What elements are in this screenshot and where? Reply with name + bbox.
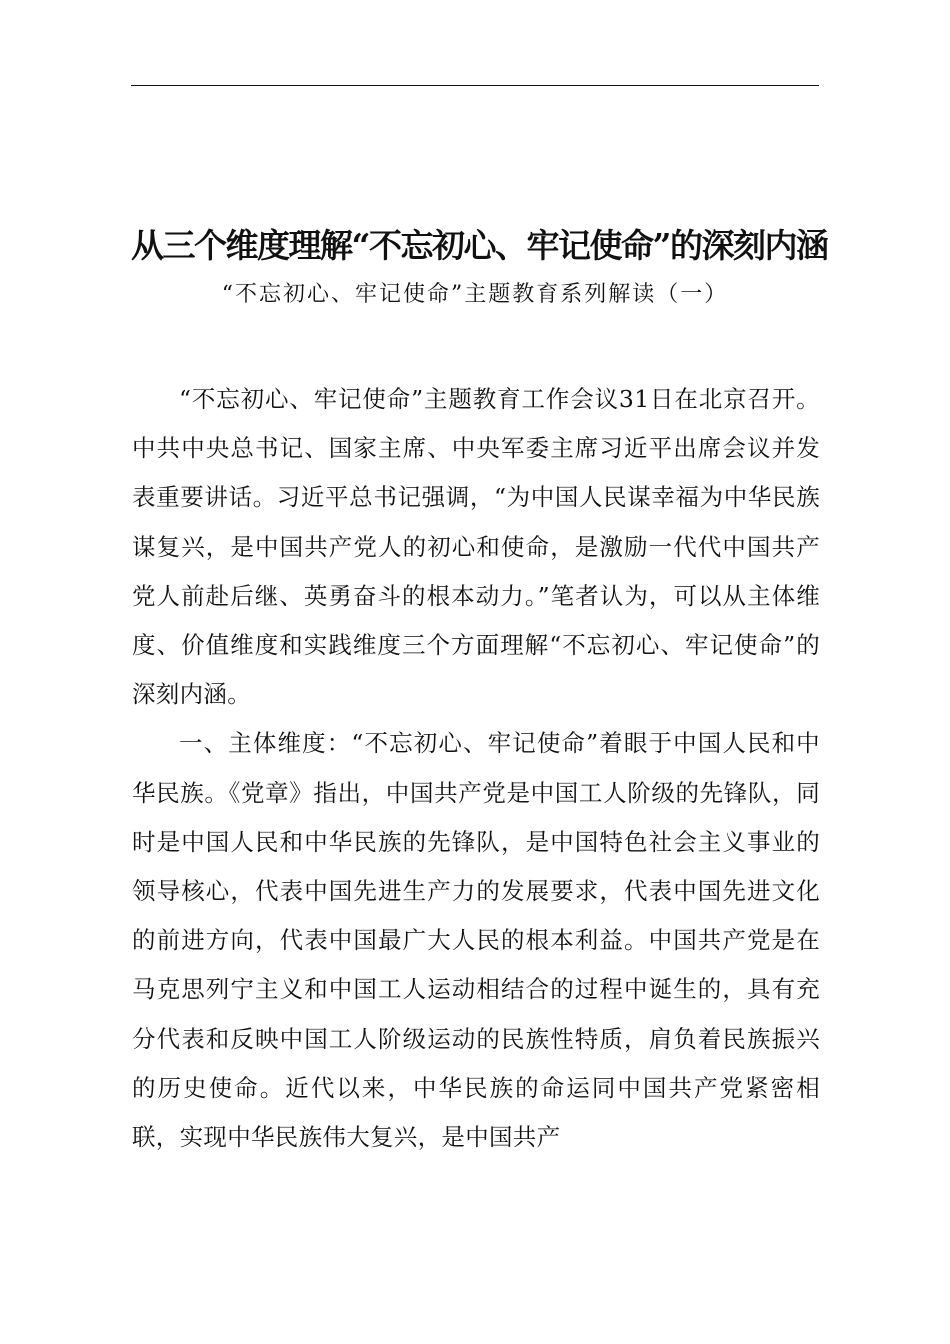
header-rule — [131, 85, 819, 86]
paragraph-subject-dimension: 一、主体维度：“不忘初心、牢记使命”着眼于中国人民和中华民族。《党章》指出，中国共产党是中国工人阶级的先锋队，同时是中国人民和中华民族的先锋队，是中国特色社会主义事业的领导核心，代表中国先进生产力的发展要求，代表中国先进文化的前进方向，代表中国最广大人民的根本利益。中国共产党是在马克思列宁主义和中国工人运动相结合的过程中诞生的，具有充分代表和反映中国工人阶级运动的民族性特质，肩负着民族振兴的历史使命。近代以来，中华民族的命运同中国共产党紧密相联，实现中华民族伟大复兴，是中国共产 — [132, 729, 820, 1152]
document-body — [132, 375, 820, 1162]
document-title: 从三个维度理解“不忘初心、牢记使命”的深刻内涵 — [131, 226, 828, 265]
paragraph-intro: “不忘初心、牢记使命”主题教育工作会议31日在北京召开。中共中央总书记、国家主席、中央军委主席习近平出席会议并发表重要讲话。习近平总书记强调，“为中国人民谋幸福为中华民族谋复兴，是中国共产党人的初心和使命，是激励一代代中国共产党人前赴后继、英勇奋斗的根本动力。”笔者认为，可以从主体维度、价值维度和实践维度三个方面理解“不忘初心、牢记使命”的深刻内涵。 — [132, 385, 820, 709]
document-subtitle: “不忘初心、牢记使命”主题教育系列解读（一） — [221, 282, 729, 307]
